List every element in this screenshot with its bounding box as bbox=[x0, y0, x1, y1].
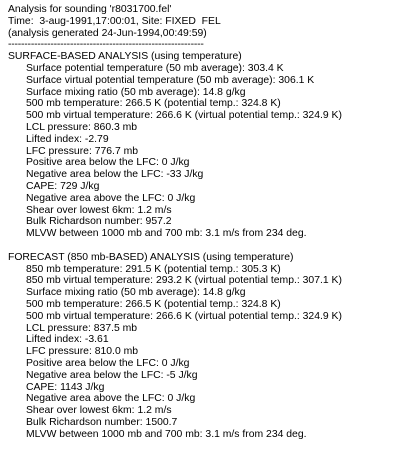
surface-line: Surface virtual potential temperature (50 mb average): 306.1 K bbox=[26, 74, 315, 86]
forecast-line: Negative area above the LFC: 0 J/kg bbox=[26, 393, 196, 405]
surface-line: Negative area above the LFC: 0 J/kg bbox=[26, 192, 196, 204]
surface-line: Positive area below the LFC: 0 J/kg bbox=[26, 157, 190, 169]
forecast-line: Shear over lowest 6km: 1.2 m/s bbox=[26, 405, 172, 417]
sounding-title: Analysis for sounding 'r8031700.fel' bbox=[8, 4, 172, 15]
forecast-line: Positive area below the LFC: 0 J/kg bbox=[26, 357, 190, 369]
forecast-line: LFC pressure: 810.0 mb bbox=[26, 346, 139, 358]
surface-line: LCL pressure: 860.3 mb bbox=[26, 121, 138, 133]
surface-line: 500 mb temperature: 266.5 K (potential temp.: 324.8 K) bbox=[26, 98, 281, 110]
forecast-line: CAPE: 1143 J/kg bbox=[26, 381, 105, 393]
forecast-line: Negative area below the LFC: -5 J/kg bbox=[26, 369, 198, 381]
forecast-line: 850 mb virtual temperature: 293.2 K (virtual potential temp.: 307.1 K) bbox=[26, 275, 342, 287]
surface-section-body bbox=[8, 63, 414, 240]
forecast-section-body bbox=[8, 264, 414, 441]
forecast-line: 500 mb virtual temperature: 266.6 K (virtual potential temp.: 324.9 K) bbox=[26, 310, 342, 322]
surface-line: 500 mb virtual temperature: 266.6 K (virtual potential temp.: 324.9 K) bbox=[26, 110, 342, 122]
time-site-line: Time: 3-aug-1991,17:00:01, Site: FIXED FEL bbox=[8, 15, 221, 27]
forecast-line: Surface mixing ratio (50 mb average): 14.8 g/kg bbox=[26, 287, 246, 299]
analysis-document bbox=[8, 4, 414, 440]
forecast-line: Bulk Richardson number: 1500.7 bbox=[26, 416, 178, 428]
forecast-line: 500 mb temperature: 266.5 K (potential temp.: 324.8 K) bbox=[26, 298, 281, 310]
surface-line: CAPE: 729 J/kg bbox=[26, 180, 100, 192]
surface-line: Negative area below the LFC: -33 J/kg bbox=[26, 169, 204, 181]
surface-line: Lifted index: -2.79 bbox=[26, 133, 109, 145]
surface-line: Surface mixing ratio (50 mb average): 14.8 g/kg bbox=[26, 86, 246, 98]
forecast-line: MLVW between 1000 mb and 700 mb: 3.1 m/s from 234 deg. bbox=[26, 428, 307, 440]
separator-rule: ------------------------------------------------------------ bbox=[8, 39, 204, 51]
forecast-line: Lifted index: -3.61 bbox=[26, 334, 109, 346]
forecast-line: LCL pressure: 837.5 mb bbox=[26, 322, 138, 334]
surface-line: LFC pressure: 776.7 mb bbox=[26, 145, 139, 157]
surface-line: Bulk Richardson number: 957.2 bbox=[26, 216, 172, 228]
surface-line: Surface potential temperature (50 mb average): 303.4 K bbox=[26, 62, 284, 74]
generated-line: (analysis generated 24-Jun-1994,00:49:59) bbox=[8, 27, 207, 39]
surface-section-title: SURFACE-BASED ANALYSIS (using temperature) bbox=[8, 51, 242, 63]
surface-line: MLVW between 1000 mb and 700 mb: 3.1 m/s from 234 deg. bbox=[26, 228, 307, 240]
surface-line: Shear over lowest 6km: 1.2 m/s bbox=[26, 204, 172, 216]
forecast-line: 850 mb temperature: 291.5 K (potential temp.: 305.3 K) bbox=[26, 263, 281, 275]
section-spacer bbox=[8, 240, 414, 252]
forecast-section-title: FORECAST (850 mb-BASED) ANALYSIS (using temperature) bbox=[8, 251, 294, 263]
